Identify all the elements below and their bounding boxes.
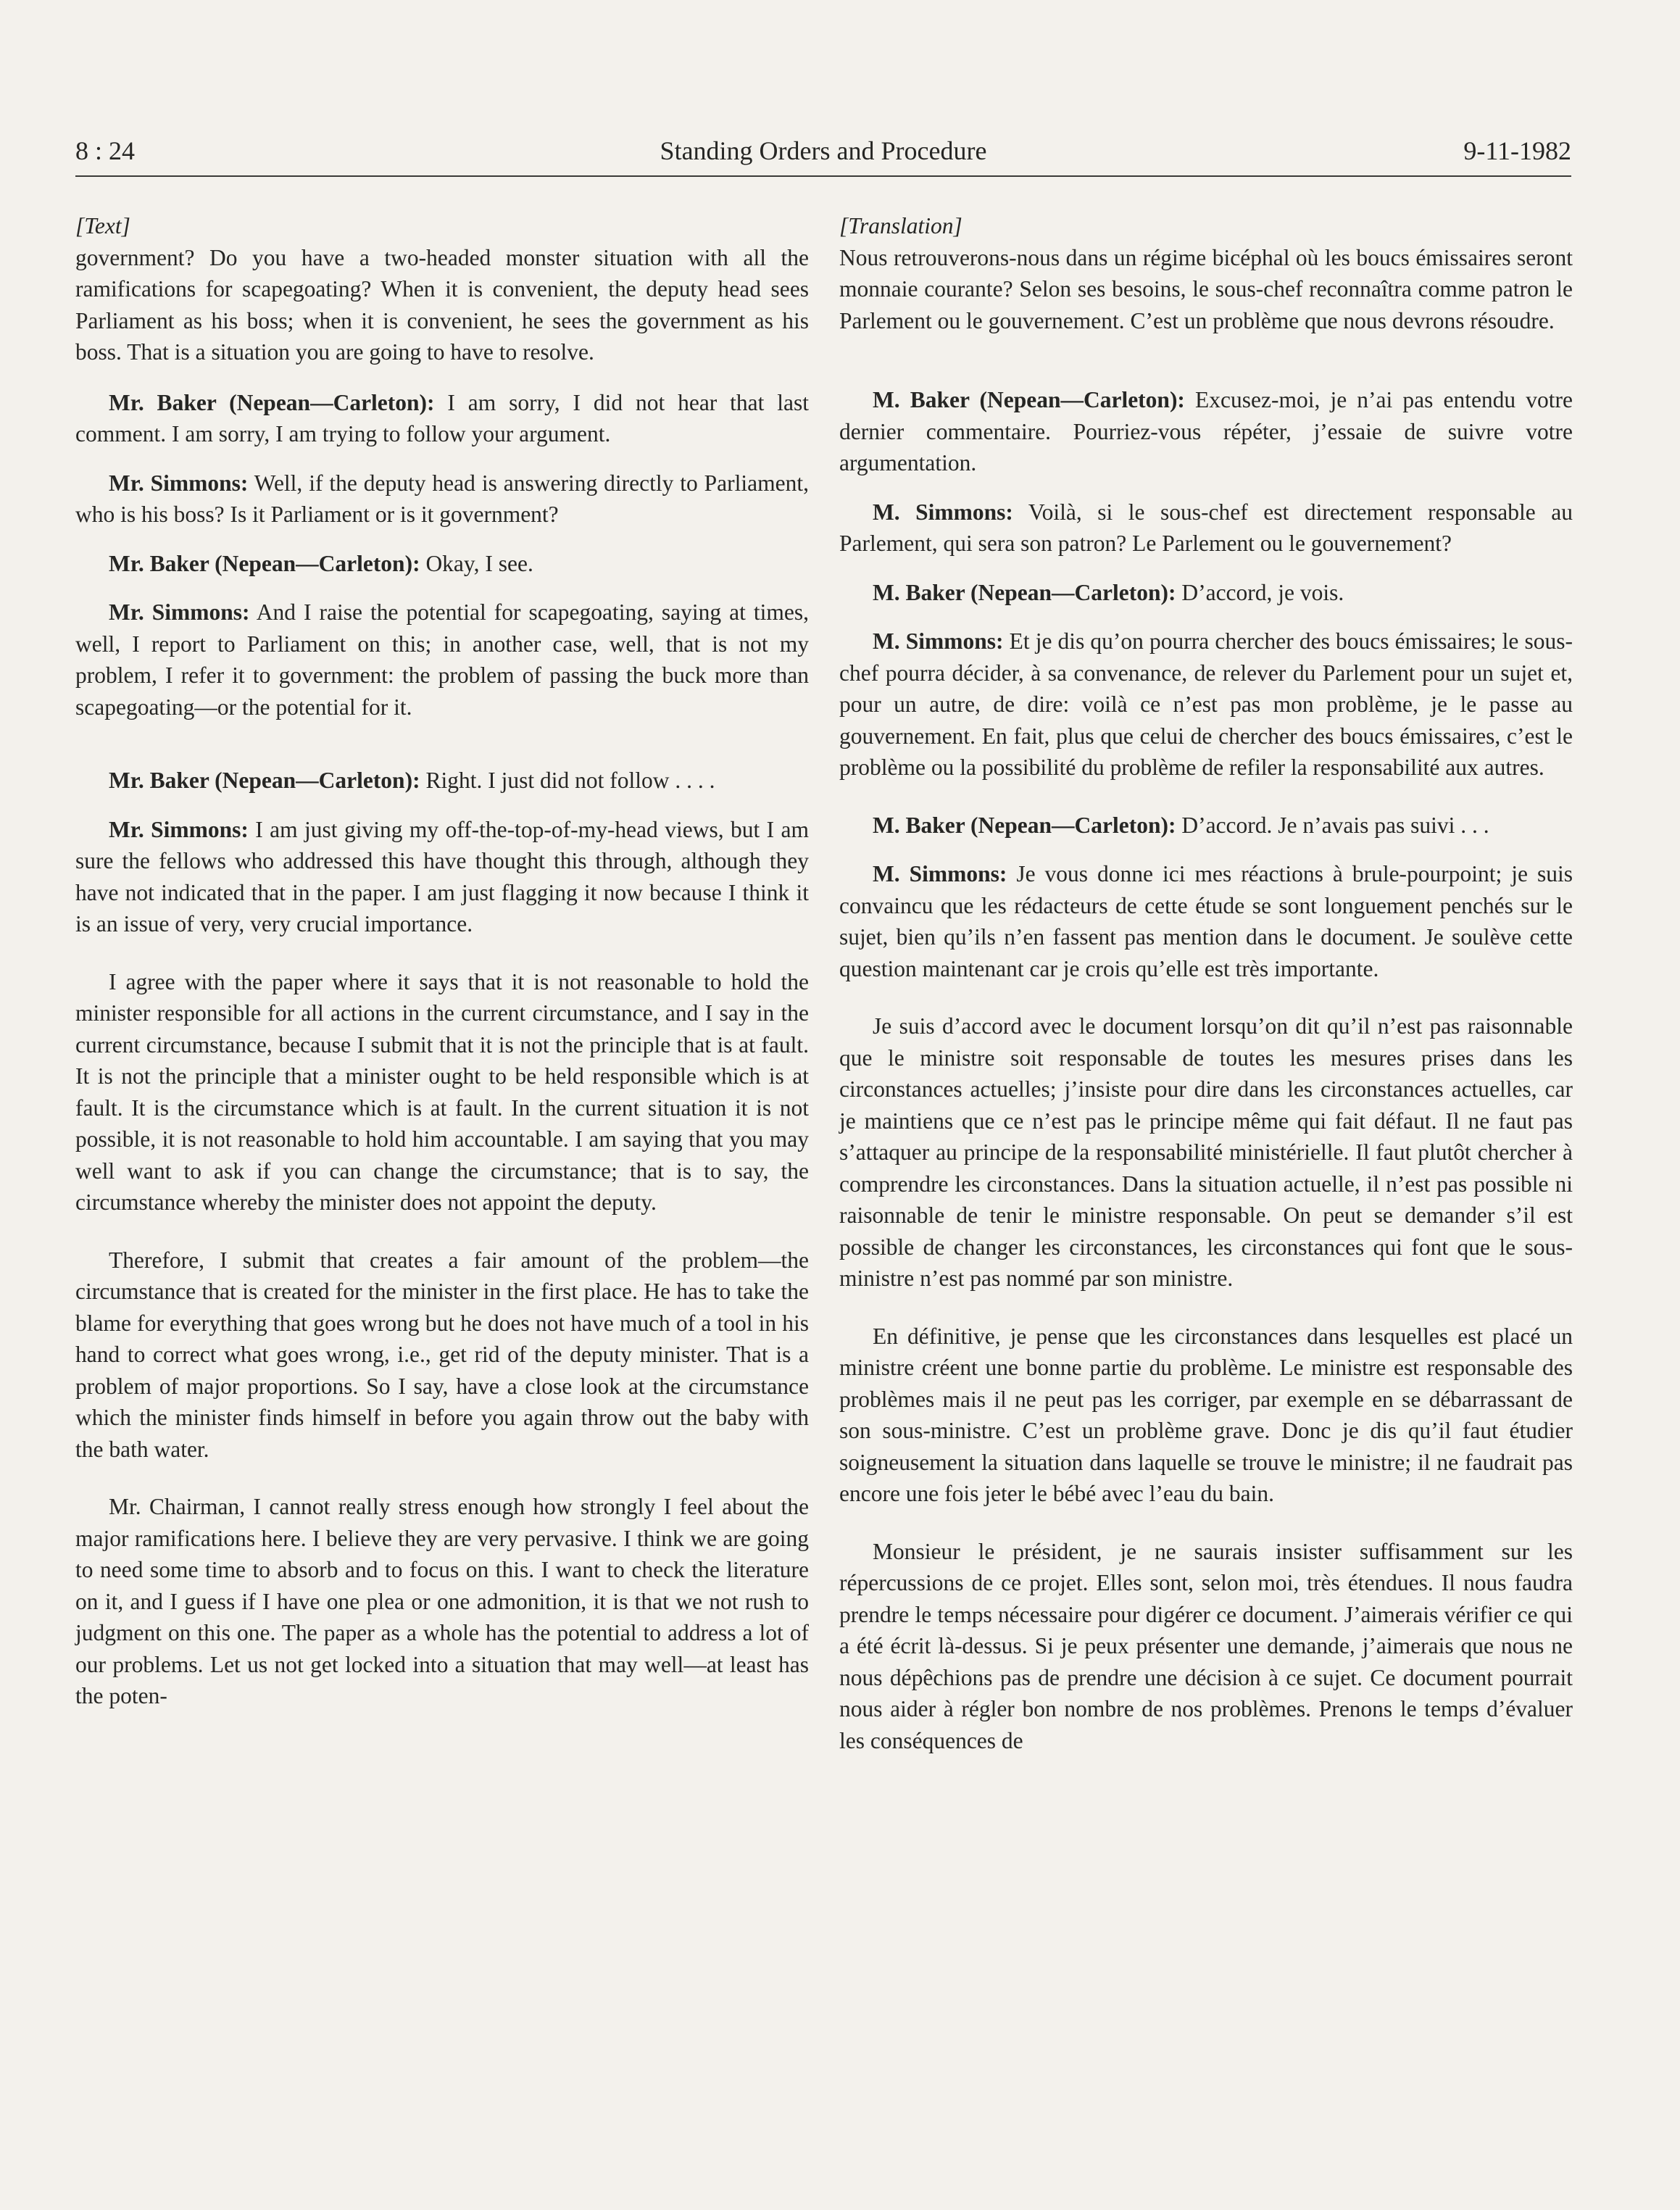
- speaker-name: M. Simmons:: [873, 628, 1004, 654]
- speech-paragraph: [75, 387, 809, 450]
- speech-text: Well, if the deputy head is answering directly to Parliament, who is his boss? Is it Parliament or is it government?: [75, 470, 809, 527]
- paragraph: Nous retrouverons-nous dans un régime bicéphal où les boucs émissaires seront monnaie courante? Selon ses besoins, le sous-chef reconnaîtra comme patron le Parlement ou le gouvernement. C’est un problème que nous devrons résoudre.: [839, 244, 1573, 333]
- speech-text: Et je dis qu’on pourra chercher des boucs émissaires; le sous-chef pourra décider, à sa convenance, de relever du Parlement pour un sujet et, pour un autre, de dire: voilà ce n’est pas mon problème, je le passe au gouvernement. En fait, plus que celui de chercher des boucs émissaires, c’est le problème ou la possibilité du problème de refiler la responsabilité aux autres.: [839, 628, 1573, 780]
- speech-paragraph: [75, 765, 809, 797]
- translation-tag: [Translation]: [839, 213, 962, 238]
- text-tag: [Text]: [75, 213, 130, 238]
- page-number: 8 : 24: [75, 136, 136, 165]
- speaker-name: Mr. Baker (Nepean—Carleton):: [109, 768, 420, 793]
- paragraph: Therefore, I submit that creates a fair amount of the problem—the circumstance that is created for the minister in the first place. He has to take the blame for everything that goes wrong but he does not have much of a tool in his hand to correct what goes wrong, i.e., get rid of the deputy minister. That is a problem of major proportions. So I say, have a close look at the circumstance which the minister finds himself in before you again throw out the baby with the bath water.: [75, 1247, 809, 1462]
- speech-text: Excusez-moi, je n’ai pas entendu votre dernier commentaire. Pourriez-vous répéter, j’essaie de suivre votre argumentation.: [839, 387, 1573, 475]
- speech-paragraph: [75, 468, 809, 531]
- paragraph: Monsieur le président, je ne saurais insister suffisamment sur les répercussions de ce projet. Elles sont, selon moi, très étendues. Il nous faudra prendre le temps nécessaire pour digérer ce document. J’aimerais vérifier ce qui a été écrit là-dessus. Si je peux présenter une demande, j’aimerais que nous ne nous dépêchions pas de prendre une décision à ce sujet. Ce document pourrait nous aider à régler bon nombre de nos problèmes. Prenons le temps d’évaluer les conséquences de: [839, 1538, 1573, 1753]
- speaker-name: M. Baker (Nepean—Carleton):: [873, 579, 1176, 605]
- speech-text: I am sorry, I did not hear that last comment. I am sorry, I am trying to follow your argument.: [75, 389, 809, 446]
- speech-paragraph: [75, 548, 809, 580]
- speaker-name: Mr. Baker (Nepean—Carleton):: [109, 550, 420, 576]
- paragraph: Mr. Chairman, I cannot really stress enough how strongly I feel about the major ramifications here. I believe they are very pervasive. I think we are going to need some time to absorb and to focus on this. I want to check the literature on it, and I guess if I have one plea or one admonition, it is that we not rush to judgment on this one. The paper as a whole has the potential to address a lot of our problems. Let us not get locked into a situation that may well—at least has the poten-: [75, 1494, 809, 1708]
- page-header: [75, 129, 1571, 177]
- speech-text: And I raise the potential for scapegoating, saying at times, well, I report to Parliament on this; in another case, well, that is not my problem, I refer it to government: the problem of passing the buck more than scapegoating—or the potential for it.: [75, 599, 809, 720]
- speech-paragraph: [839, 577, 1573, 609]
- speech-text: Right. I just did not follow . . . .: [420, 768, 715, 793]
- speech-paragraph: [75, 814, 809, 940]
- speech-text: D’accord, je vois.: [1176, 579, 1344, 605]
- speaker-name: Mr. Baker (Nepean—Carleton):: [109, 389, 435, 415]
- speech-paragraph: [75, 597, 809, 723]
- paragraph: I agree with the paper where it says that it is not reasonable to hold the minister responsible for all actions in the current circumstance, and I say in the current circumstance, because I submit that it is not the principle that is at fault. It is not the principle that a minister ought to be held responsible which is at fault. It is the circumstance which is at fault. In the current situation it is not possible, it is not reasonable to hold him accountable. I am saying that you may well want to ask if you can change the circumstance; that is to say, the circumstance whereby the minister does not appoint the deputy.: [75, 968, 809, 1215]
- speech-paragraph: [839, 384, 1573, 479]
- speech-paragraph: [839, 810, 1573, 842]
- speaker-name: M. Baker (Nepean—Carleton):: [873, 387, 1185, 412]
- paragraph: government? Do you have a two-headed monster situation with all the ramifications for scapegoating? When it is convenient, the deputy head sees Parliament as his boss; when it is convenient, he sees the government as his boss. That is a situation you are going to have to resolve.: [75, 244, 809, 365]
- speech-text: D’accord. Je n’avais pas suivi . . .: [1176, 812, 1489, 838]
- paragraph: Je suis d’accord avec le document lorsqu’on dit qu’il n’est pas raisonnable que le ministre soit responsable de toutes les mesures prises dans les circonstances actuelles; j’insiste pour dire dans les circonstances actuelles, car je maintiens que ce n’est pas le principe même qui fait défaut. Il ne faut pas s’attaquer au principe de la responsabilité ministérielle. Il faut plutôt chercher à comprendre les circonstances. Dans la situation actuelle, il n’est pas possible ni raisonnable de tenir le ministre responsable. On peut se demander s’il est possible de changer les circonstances, les circonstances qui font que le sous-ministre n’est pas nommé par son ministre.: [839, 1013, 1573, 1291]
- speech-paragraph: [839, 858, 1573, 984]
- speaker-name: M. Simmons:: [873, 499, 1013, 525]
- page-title: Standing Orders and Procedure: [660, 136, 987, 165]
- speech-paragraph: [839, 497, 1573, 560]
- speech-text: I am just giving my off-the-top-of-my-head views, but I am sure the fellows who addressed this have thought this through, although they have not indicated that in the paper. I am just flagging it now because I think it is an issue of very, very crucial importance.: [75, 816, 809, 936]
- speaker-name: Mr. Simmons:: [109, 816, 249, 842]
- speaker-name: Mr. Simmons:: [109, 599, 250, 625]
- english-column: [75, 210, 809, 1729]
- page-date: 9-11-1982: [1463, 136, 1571, 165]
- french-column: [839, 210, 1573, 1774]
- speaker-name: M. Baker (Nepean—Carleton):: [873, 812, 1176, 838]
- speaker-name: Mr. Simmons:: [109, 470, 249, 496]
- speaker-name: M. Simmons:: [873, 861, 1007, 886]
- paragraph: En définitive, je pense que les circonstances dans lesquelles est placé un ministre créent une bonne partie du problème. Le ministre est responsable des problèmes mais il ne peut pas les corriger, par exemple en se débarrassant de son sous-ministre. C’est un problème grave. Donc je dis qu’il faut étudier soigneusement la situation dans laquelle se trouve le ministre; il ne faudrait pas encore une fois jeter le bébé avec l’eau du bain.: [839, 1323, 1573, 1506]
- speech-paragraph: [839, 626, 1573, 784]
- speech-text: Je vous donne ici mes réactions à brule-pourpoint; je suis convaincu que les rédacteurs de cette étude se sont longuement penchés sur le sujet, bien qu’ils n’en fassent pas mention dans le document. Je soulève cette question maintenant car je crois qu’elle est très importante.: [839, 861, 1573, 981]
- speech-text: Okay, I see.: [420, 550, 533, 576]
- speech-text: Voilà, si le sous-chef est directement responsable au Parlement, qui sera son patron? Le Parlement ou le gouvernement?: [839, 499, 1573, 556]
